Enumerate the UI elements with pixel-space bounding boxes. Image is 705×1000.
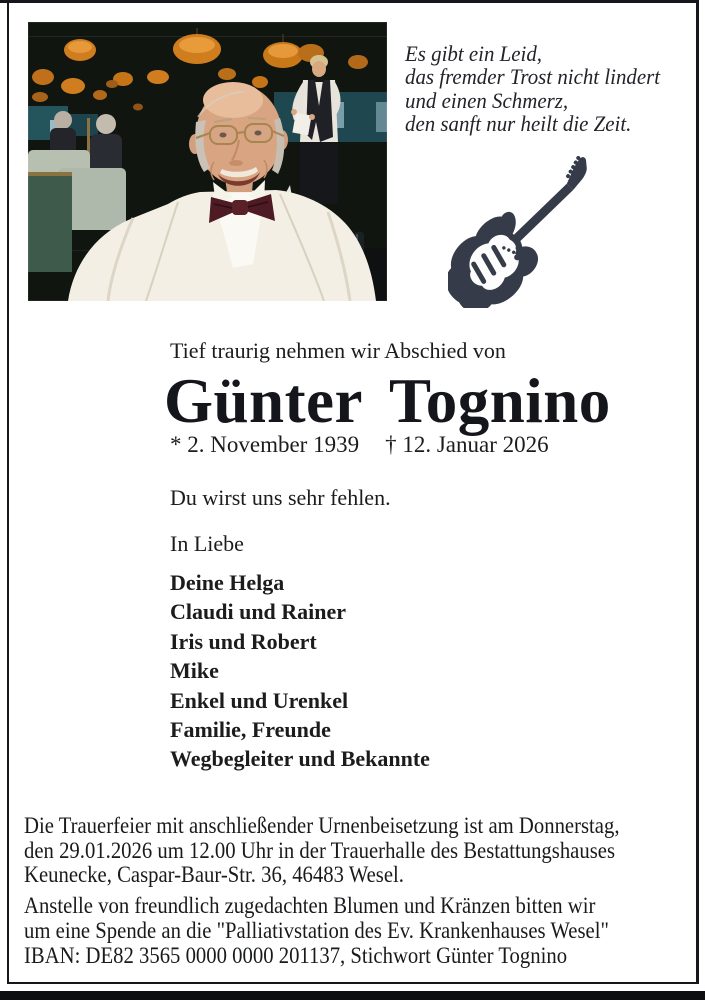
donation-line: Anstelle von freundlich zugedachten Blumen und Kränzen bitten wir [24, 893, 596, 919]
left-border [7, 2, 9, 984]
right-border [696, 0, 699, 984]
bottom-rule [0, 991, 705, 1000]
mourner-item: Deine Helga [170, 570, 285, 595]
funeral-line: Keunecke, Caspar-Baur-Str. 36, 46483 Wesel. [24, 862, 404, 888]
electric-guitar-graphic [448, 156, 613, 308]
death-date: † 12. Januar 2026 [385, 432, 549, 457]
salutation-line: In Liebe [170, 531, 244, 556]
poem-line: und einen Schmerz, [405, 87, 569, 113]
funeral-paragraph [24, 814, 620, 888]
mourner-item: Mike [170, 658, 219, 684]
top-rule [0, 0, 699, 3]
electric-guitar-icon [448, 156, 613, 308]
donation-line: IBAN: DE82 3565 0000 0000 201137, Stichwort Günter Tognino [24, 942, 568, 968]
portrait-photo-illustration [28, 22, 387, 301]
inner-bottom-border [7, 982, 699, 984]
life-dates [170, 432, 549, 458]
announcement-intro: Tief traurig nehmen wir Abschied von [170, 338, 506, 363]
donation-line: um eine Spende an die "Palliativstation des Ev. Krankenhauses Wesel" [24, 917, 609, 943]
poem-line: den sanft nur heilt die Zeit. [405, 111, 632, 137]
donation-paragraph [24, 894, 620, 968]
mourner-item: Familie, Freunde [170, 717, 331, 743]
mourners-list [170, 568, 430, 774]
mourner-item: Iris und Robert [170, 628, 317, 654]
mourner-item: Wegbegleiter und Bekannte [170, 746, 430, 772]
mourner-item: Enkel und Urenkel [170, 687, 349, 713]
poem-line: das fremder Trost nicht lindert [405, 64, 661, 90]
condolence-poem [405, 42, 660, 136]
portrait-photo [28, 22, 387, 301]
service-information [24, 814, 620, 974]
poem-line: Es gibt ein Leid, [405, 41, 543, 66]
farewell-line: Du wirst uns sehr fehlen. [170, 485, 391, 510]
funeral-line: den 29.01.2026 um 12.00 Uhr in der Trauerhalle des Bestattungshauses [24, 837, 616, 863]
mourner-item: Claudi und Rainer [170, 599, 347, 625]
birth-date: * 2. November 1939 [170, 432, 360, 457]
funeral-line: Die Trauerfeier mit anschließender Urnenbeisetzung ist am Donnerstag, [24, 813, 620, 838]
deceased-name: Günter Tognino [164, 366, 611, 436]
